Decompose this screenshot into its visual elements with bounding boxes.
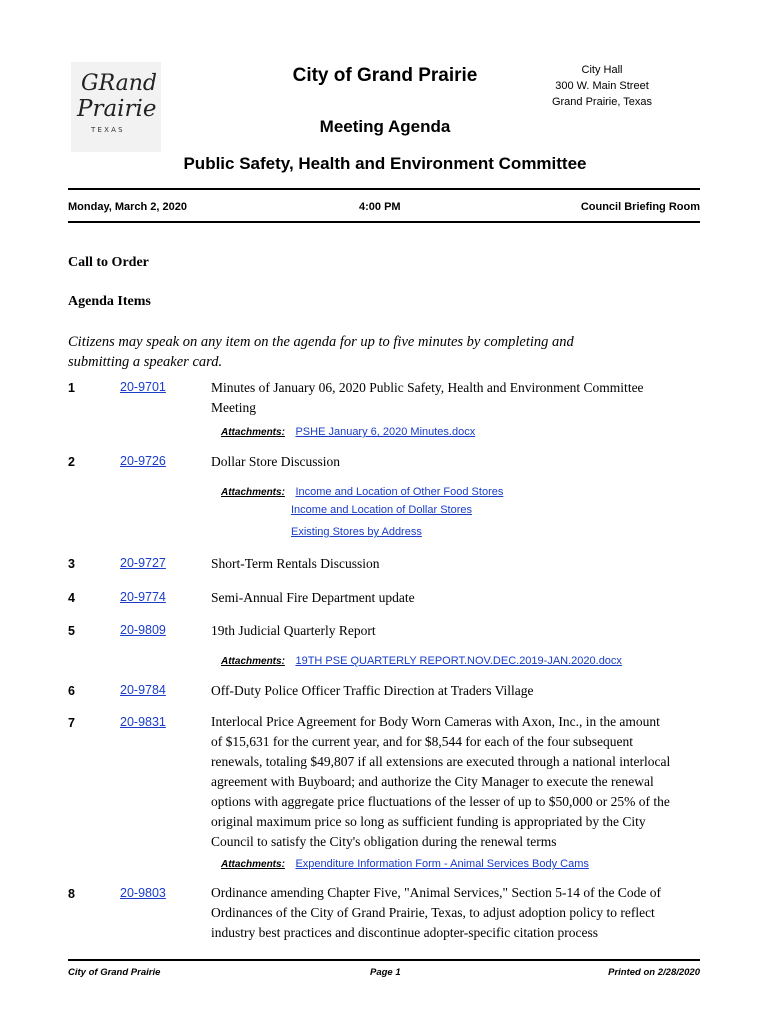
address-line: Grand Prairie, Texas	[551, 96, 653, 108]
footer-page-number: Page 1	[370, 967, 401, 978]
item-file-link[interactable]: 20-9727	[120, 556, 166, 570]
item-description: Off-Duty Police Officer Traffic Direction at Traders Village	[211, 683, 534, 698]
item-description: Semi-Annual Fire Department update	[211, 590, 415, 605]
footer-printed-date: Printed on 2/28/2020	[608, 967, 700, 978]
logo-text-line3: T E X A S	[91, 126, 123, 134]
attachment-link[interactable]: Existing Stores by Address	[291, 526, 422, 538]
item-description: Dollar Store Discussion	[211, 454, 340, 469]
attachment-row	[221, 482, 503, 500]
item-number: 6	[68, 684, 75, 698]
footer-divider	[68, 959, 700, 961]
attachment-link[interactable]: Income and Location of Other Food Stores	[295, 486, 504, 498]
item-file-link[interactable]: 20-9831	[120, 715, 166, 729]
address-line: 300 W. Main Street	[555, 80, 649, 92]
attachment-link[interactable]: Expenditure Information Form - Animal Services Body Cams	[295, 858, 589, 870]
item-file-link[interactable]: 20-9803	[120, 886, 166, 900]
item-description: Interlocal Price Agreement for Body Worn Cameras with Axon, Inc., in the amount of $15,631 for the current year, and for $8,544 for each of the four subsequent renewals, totaling $49,807 if all extensions are executed through a national interlocal agreement with Buyboard; and authorize the City Manager to execute the renewal options with aggregate price fluctuations of the lesser of up to $50,000 or 25% of the original maximum price so long as sufficient funding is appropriated by the City Council to satisfy the City's obligation during the renewal terms	[211, 714, 671, 849]
address-line: City Hall	[581, 64, 623, 76]
city-address	[532, 62, 672, 110]
attachment-link[interactable]: Income and Location of Dollar Stores	[291, 504, 472, 516]
divider	[68, 188, 700, 190]
item-number: 3	[68, 557, 75, 571]
attachments-label: Attachments:	[221, 859, 285, 870]
divider	[68, 221, 700, 223]
committee-name: Public Safety, Health and Environment Committee	[183, 154, 587, 173]
agenda-title: Meeting Agenda	[319, 117, 451, 136]
attachment-row	[221, 651, 622, 669]
item-file-link[interactable]: 20-9784	[120, 683, 166, 697]
attachments-label: Attachments:	[221, 427, 285, 438]
attachments-label: Attachments:	[221, 656, 285, 667]
agenda-items-heading: Agenda Items	[68, 294, 151, 309]
attachment-row	[221, 854, 589, 872]
item-number: 8	[68, 887, 75, 901]
item-number: 2	[68, 455, 75, 469]
item-file-link[interactable]: 20-9774	[120, 590, 166, 604]
attachment-link[interactable]: PSHE January 6, 2020 Minutes.docx	[295, 426, 476, 438]
item-description: Short-Term Rentals Discussion	[211, 556, 380, 571]
call-to-order-heading: Call to Order	[68, 255, 149, 270]
public-comment-notice: Citizens may speak on any item on the agenda for up to five minutes by completing and submitting a speaker card.	[68, 334, 574, 370]
item-number: 5	[68, 624, 75, 638]
item-file-link[interactable]: 20-9809	[120, 623, 166, 637]
logo-text-line1: GRand	[81, 71, 158, 96]
item-number: 7	[68, 716, 75, 730]
attachment-row	[221, 422, 475, 440]
attachments-label: Attachments:	[221, 487, 285, 498]
meeting-location: Council Briefing Room	[580, 201, 700, 213]
item-file-link[interactable]: 20-9726	[120, 454, 166, 468]
footer-city: City of Grand Prairie	[68, 967, 161, 978]
city-title: City of Grand Prairie	[292, 65, 478, 86]
item-description: 19th Judicial Quarterly Report	[211, 623, 376, 638]
meeting-time: 4:00 PM	[359, 201, 401, 213]
logo-text-line2: Prairie	[77, 96, 157, 122]
item-description: Minutes of January 06, 2020 Public Safety, Health and Environment Committee Meeting	[211, 380, 644, 415]
item-number: 4	[68, 591, 75, 605]
item-number: 1	[68, 381, 75, 395]
attachment-link[interactable]: 19TH PSE QUARTERLY REPORT.NOV.DEC.2019-JAN.2020.docx	[295, 655, 622, 667]
item-file-link[interactable]: 20-9701	[120, 380, 166, 394]
item-description: Ordinance amending Chapter Five, "Animal Services," Section 5-14 of the Code of Ordinances of the City of Grand Prairie, Texas, to adjust adoption policy to reflect industry best practices and discontinue adopter-specific citation process	[211, 885, 662, 940]
meeting-date: Monday, March 2, 2020	[68, 201, 188, 213]
